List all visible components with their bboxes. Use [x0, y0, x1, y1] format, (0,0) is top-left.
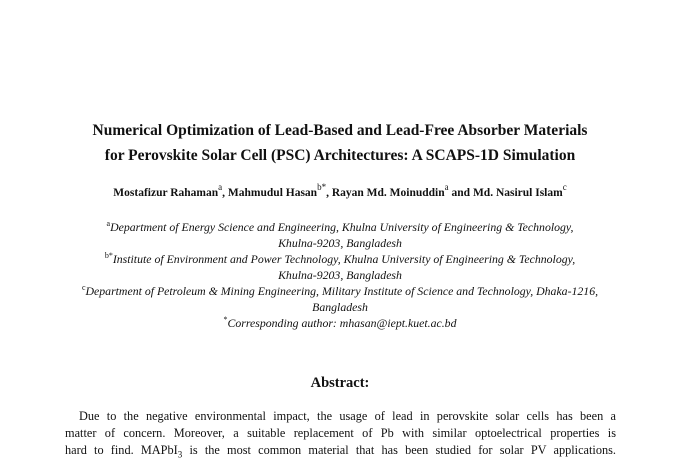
affiliation-b-line-2: Khulna-9203, Bangladesh	[278, 268, 402, 282]
affiliation-mark: c	[81, 283, 86, 292]
affiliation-a-line-1	[40, 219, 640, 235]
corresponding-author	[40, 315, 640, 331]
affiliation-a-line-2: Khulna-9203, Bangladesh	[278, 236, 402, 250]
affiliation-mark: a	[106, 219, 111, 228]
subscript: 3	[177, 449, 183, 460]
affiliation-list	[40, 219, 640, 331]
affiliation-mark: b*	[104, 251, 113, 260]
abstract-text: is the most common material that has been studied for solar PV applications.	[182, 443, 616, 457]
author-name: Mostafizur Rahaman	[113, 187, 219, 199]
author-separator: and	[448, 187, 473, 199]
abstract-body	[65, 408, 616, 463]
abstract-line-2: matter of concern. Moreover, a suitable replacement of Pb with similar optoelectrical properties is	[65, 426, 616, 440]
title-line-1: Numerical Optimization of Lead-Based and Lead-Free Absorber Materials	[92, 122, 588, 139]
abstract-line-1: Due to the negative environmental impact, the usage of lead in perovskite solar cells has been a	[79, 409, 616, 423]
affiliation-text: Department of Petroleum & Mining Engineering, Military Institute of Science and Technology, Dhaka-1216,	[85, 284, 599, 298]
corresponding-author-text: Corresponding author: mhasan@iept.kuet.ac.bd	[227, 316, 457, 330]
author-name: Mahmudul Hasan	[227, 187, 318, 199]
paper-title	[40, 118, 640, 168]
affiliation-b-line-1	[40, 251, 640, 267]
corresponding-mark: *	[223, 315, 228, 324]
author-affiliation-mark: c	[562, 182, 567, 192]
author-affiliation-mark: a	[444, 182, 449, 192]
affiliation-text: Institute of Environment and Power Technology, Khulna University of Engineering & Technology,	[112, 252, 576, 266]
author-list	[40, 182, 640, 200]
abstract-line-3	[65, 442, 616, 463]
abstract-heading: Abstract:	[310, 375, 370, 391]
author-affiliation-mark: a	[218, 182, 223, 192]
author-name: Rayan Md. Moinuddin	[331, 187, 445, 199]
affiliation-c-line-2: Bangladesh	[312, 300, 368, 314]
author-affiliation-mark: b*	[317, 182, 327, 192]
author-separator: ,	[222, 187, 228, 199]
abstract-text: hard to find. MAPbI	[65, 443, 178, 457]
author-name: Md. Nasirul Islam	[472, 187, 563, 199]
affiliation-text: Department of Energy Science and Engineering, Khulna University of Engineering & Technology,	[110, 220, 574, 234]
title-line-2: for Perovskite Solar Cell (PSC) Architectures: A SCAPS-1D Simulation	[104, 147, 576, 164]
author-separator: ,	[326, 187, 332, 199]
affiliation-c-line-1	[40, 283, 640, 299]
